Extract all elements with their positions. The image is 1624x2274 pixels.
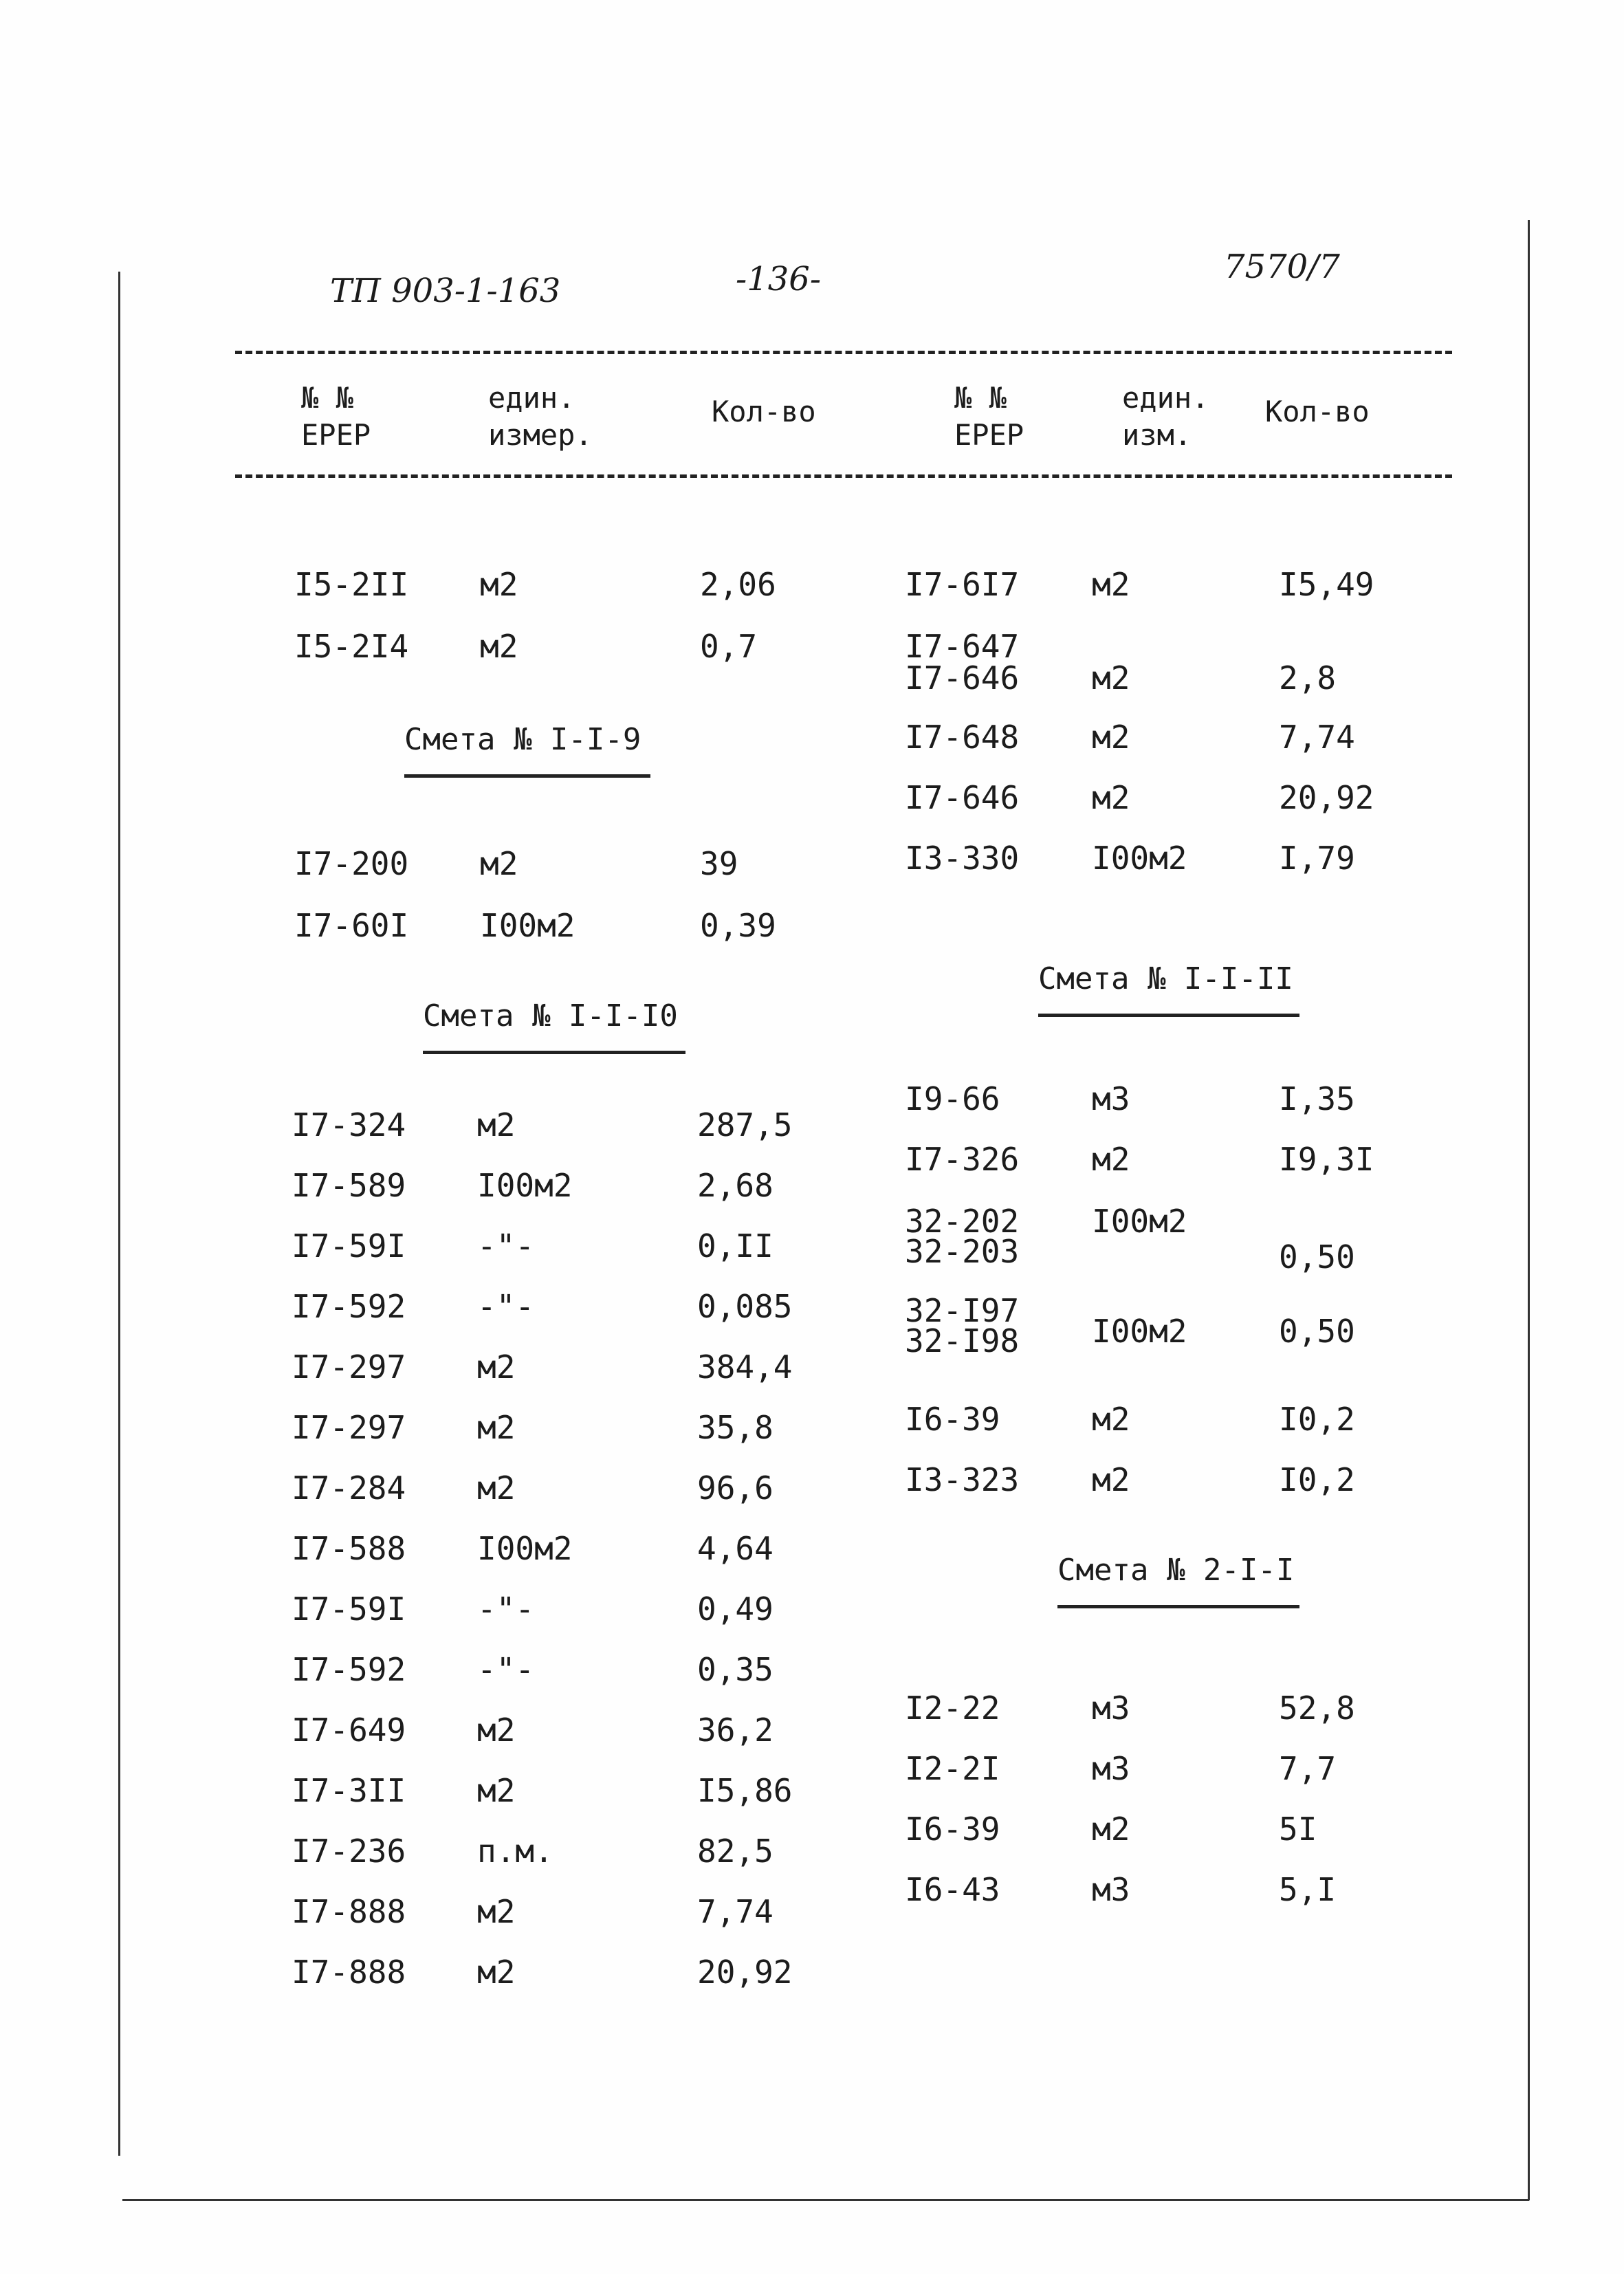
section-title: Смета № I-I-9 bbox=[404, 722, 641, 757]
unit-cell: м2 bbox=[477, 1712, 516, 1749]
unit-cell: I00м2 bbox=[480, 907, 575, 944]
unit-cell: м3 bbox=[1092, 1871, 1130, 1908]
quantity-cell: 5I bbox=[1279, 1811, 1317, 1848]
code-cell: I7-324 bbox=[292, 1106, 406, 1144]
right-code-header: № № ЕРЕР bbox=[954, 381, 1024, 452]
quantity-cell: 4,64 bbox=[697, 1530, 773, 1567]
unit-cell: м2 bbox=[1092, 659, 1130, 697]
left-border-line bbox=[118, 272, 120, 2156]
unit-cell: -"- bbox=[477, 1590, 535, 1628]
unit-cell: м2 bbox=[1092, 566, 1130, 603]
code-cell: I7-647 bbox=[905, 628, 1020, 665]
quantity-cell: I0,2 bbox=[1279, 1401, 1355, 1438]
unit-cell: I00м2 bbox=[1092, 1203, 1187, 1240]
code-cell: I7-589 bbox=[292, 1167, 406, 1204]
code-cell: I7-646 bbox=[905, 779, 1020, 816]
code-cell: I7-59I bbox=[292, 1227, 406, 1265]
quantity-cell: 287,5 bbox=[697, 1106, 793, 1144]
code-cell: 32-203 bbox=[905, 1233, 1020, 1270]
left-code-header: № № ЕРЕР bbox=[301, 381, 371, 452]
unit-cell: м2 bbox=[477, 1348, 516, 1386]
section-title: Смета № I-I-I0 bbox=[423, 998, 678, 1034]
code-cell: I7-236 bbox=[292, 1833, 406, 1870]
quantity-cell: 20,92 bbox=[1279, 779, 1374, 816]
quantity-cell: 36,2 bbox=[697, 1712, 773, 1749]
code-cell: I7-646 bbox=[905, 659, 1020, 697]
unit-cell: м2 bbox=[477, 1469, 516, 1507]
code-cell: I7-648 bbox=[905, 719, 1020, 756]
quantity-cell: 384,4 bbox=[697, 1348, 793, 1386]
section-underline bbox=[1038, 1014, 1299, 1017]
unit-cell: м3 bbox=[1092, 1750, 1130, 1787]
section-underline bbox=[1057, 1605, 1299, 1608]
unit-cell: м2 bbox=[480, 566, 518, 603]
code-cell: I2-2I bbox=[905, 1750, 1000, 1787]
unit-cell: п.м. bbox=[477, 1833, 553, 1870]
unit-cell: м2 bbox=[477, 1893, 516, 1930]
code-cell: I7-3II bbox=[292, 1772, 406, 1809]
unit-cell: м2 bbox=[1092, 1461, 1130, 1498]
unit-cell: -"- bbox=[477, 1227, 535, 1265]
code-cell: I6-43 bbox=[905, 1871, 1000, 1908]
quantity-cell: I,79 bbox=[1279, 840, 1355, 877]
quantity-cell: 2,06 bbox=[700, 566, 776, 603]
code-cell: I7-326 bbox=[905, 1141, 1020, 1178]
code-cell: I6-39 bbox=[905, 1811, 1000, 1848]
quantity-cell: 0,50 bbox=[1279, 1313, 1355, 1350]
quantity-cell: 2,8 bbox=[1279, 659, 1337, 697]
header-top-rule bbox=[235, 351, 1452, 354]
quantity-cell: 35,8 bbox=[697, 1409, 773, 1446]
unit-cell: м2 bbox=[480, 628, 518, 665]
doc-code: ТП 903-1-163 bbox=[330, 272, 561, 310]
header-bottom-rule bbox=[235, 474, 1452, 478]
code-cell: I5-2I4 bbox=[294, 628, 409, 665]
code-cell: 32-202 bbox=[905, 1203, 1020, 1240]
quantity-cell: 20,92 bbox=[697, 1954, 793, 1991]
code-cell: I7-284 bbox=[292, 1469, 406, 1507]
code-cell: I7-297 bbox=[292, 1409, 406, 1446]
code-cell: I7-588 bbox=[292, 1530, 406, 1567]
code-cell: I3-323 bbox=[905, 1461, 1020, 1498]
quantity-cell: 96,6 bbox=[697, 1469, 773, 1507]
code-cell: I7-592 bbox=[292, 1651, 406, 1688]
quantity-cell: 7,7 bbox=[1279, 1750, 1337, 1787]
archive-number: 7570/7 bbox=[1224, 248, 1340, 286]
code-cell: I5-2II bbox=[294, 566, 409, 603]
unit-cell: м3 bbox=[1092, 1080, 1130, 1117]
unit-cell: м2 bbox=[1092, 779, 1130, 816]
unit-cell: м3 bbox=[1092, 1690, 1130, 1727]
bottom-border-line bbox=[122, 2199, 1529, 2201]
quantity-cell: 0,35 bbox=[697, 1651, 773, 1688]
code-cell: I7-60I bbox=[294, 907, 409, 944]
code-cell: I7-649 bbox=[292, 1712, 406, 1749]
section-title: Смета № I-I-II bbox=[1038, 961, 1293, 996]
quantity-cell: I0,2 bbox=[1279, 1461, 1355, 1498]
unit-cell: -"- bbox=[477, 1651, 535, 1688]
right-qty-header: Кол-во bbox=[1265, 395, 1370, 428]
code-cell: I7-888 bbox=[292, 1893, 406, 1930]
unit-cell: I00м2 bbox=[477, 1167, 573, 1204]
right-border-line bbox=[1528, 220, 1530, 2200]
quantity-cell: I,35 bbox=[1279, 1080, 1355, 1117]
code-cell: 32-I98 bbox=[905, 1322, 1020, 1359]
unit-cell: I00м2 bbox=[1092, 1313, 1187, 1350]
code-cell: 32-I97 bbox=[905, 1292, 1020, 1329]
left-unit-header: един. измер. bbox=[488, 381, 593, 452]
quantity-cell: 39 bbox=[700, 845, 738, 882]
unit-cell: м2 bbox=[477, 1409, 516, 1446]
right-unit-header: един. изм. bbox=[1122, 381, 1209, 452]
unit-cell: м2 bbox=[1092, 1401, 1130, 1438]
quantity-cell: 2,68 bbox=[697, 1167, 773, 1204]
unit-cell: I00м2 bbox=[1092, 840, 1187, 877]
section-underline bbox=[404, 774, 650, 778]
unit-cell: м2 bbox=[1092, 719, 1130, 756]
left-qty-header: Кол-во bbox=[712, 395, 816, 428]
unit-cell: м2 bbox=[1092, 1811, 1130, 1848]
code-cell: I7-592 bbox=[292, 1288, 406, 1325]
code-cell: I7-59I bbox=[292, 1590, 406, 1628]
quantity-cell: 0,II bbox=[697, 1227, 773, 1265]
unit-cell: м2 bbox=[477, 1954, 516, 1991]
quantity-cell: 0,7 bbox=[700, 628, 758, 665]
code-cell: I3-330 bbox=[905, 840, 1020, 877]
page-number: -136- bbox=[736, 260, 822, 298]
code-cell: I9-66 bbox=[905, 1080, 1000, 1117]
quantity-cell: 52,8 bbox=[1279, 1690, 1355, 1727]
unit-cell: I00м2 bbox=[477, 1530, 573, 1567]
code-cell: I7-297 bbox=[292, 1348, 406, 1386]
unit-cell: м2 bbox=[477, 1106, 516, 1144]
quantity-cell: 82,5 bbox=[697, 1833, 773, 1870]
unit-cell: м2 bbox=[480, 845, 518, 882]
quantity-cell: I5,49 bbox=[1279, 566, 1374, 603]
quantity-cell: 7,74 bbox=[697, 1893, 773, 1930]
code-cell: I6-39 bbox=[905, 1401, 1000, 1438]
quantity-cell: 0,39 bbox=[700, 907, 776, 944]
quantity-cell: 0,50 bbox=[1279, 1238, 1355, 1276]
quantity-cell: 0,49 bbox=[697, 1590, 773, 1628]
quantity-cell: 7,74 bbox=[1279, 719, 1355, 756]
unit-cell: м2 bbox=[477, 1772, 516, 1809]
code-cell: I7-6I7 bbox=[905, 566, 1020, 603]
quantity-cell: 5,I bbox=[1279, 1871, 1337, 1908]
section-underline bbox=[423, 1051, 685, 1054]
unit-cell: -"- bbox=[477, 1288, 535, 1325]
section-title: Смета № 2-I-I bbox=[1057, 1553, 1295, 1588]
unit-cell: м2 bbox=[1092, 1141, 1130, 1178]
quantity-cell: 0,085 bbox=[697, 1288, 793, 1325]
code-cell: I7-888 bbox=[292, 1954, 406, 1991]
quantity-cell: I9,3I bbox=[1279, 1141, 1374, 1178]
code-cell: I7-200 bbox=[294, 845, 409, 882]
code-cell: I2-22 bbox=[905, 1690, 1000, 1727]
quantity-cell: I5,86 bbox=[697, 1772, 793, 1809]
